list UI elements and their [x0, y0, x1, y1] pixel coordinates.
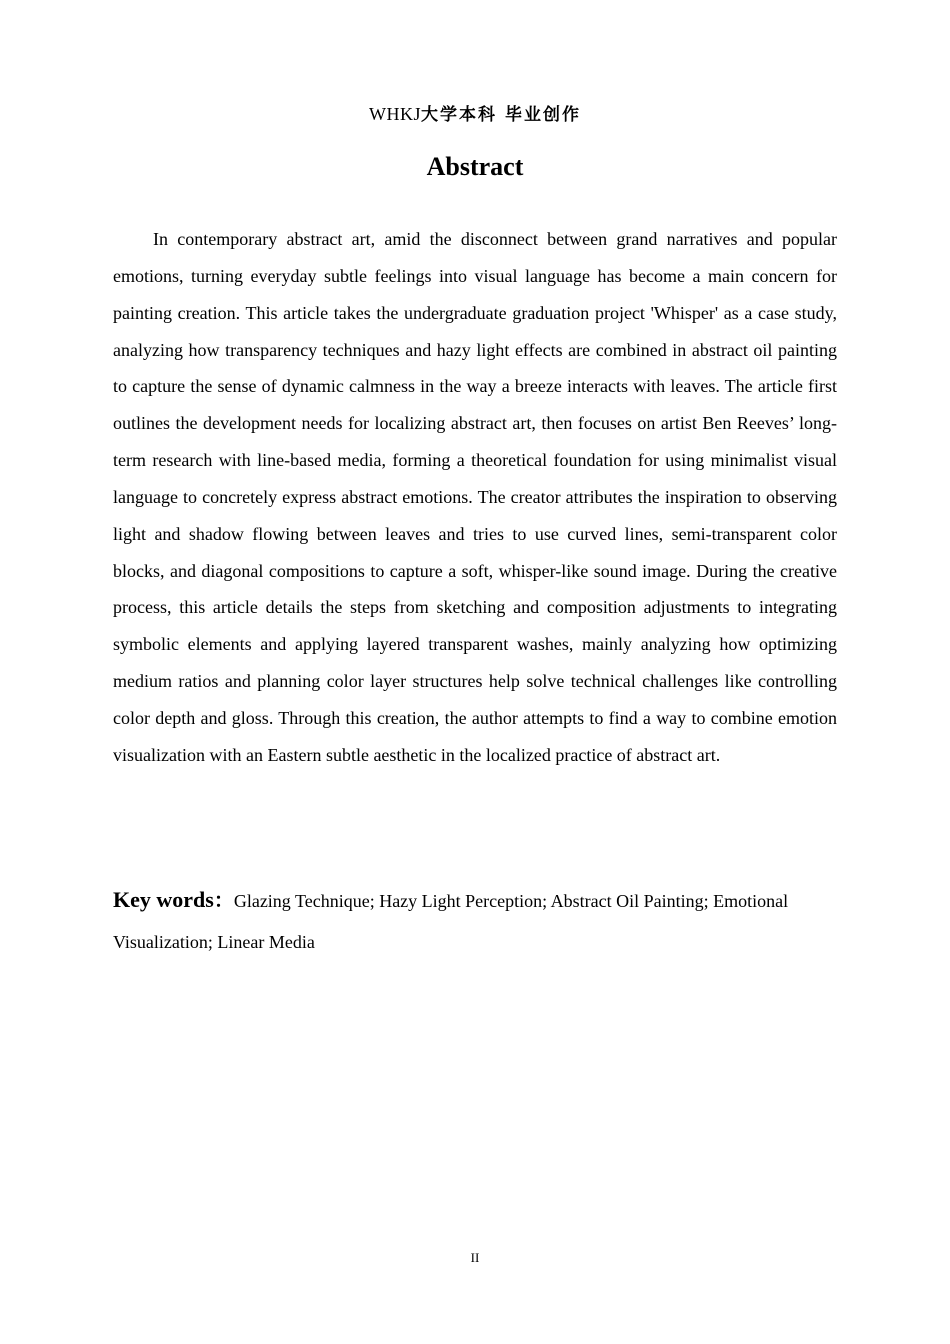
page-number: II [470, 1250, 480, 1265]
running-header-chinese: 大学本科 毕业创作 [421, 105, 581, 125]
keywords-text: Glazing Technique; Hazy Light Perception; Abstract Oil Painting; Emotional Visualization; Linear Media [113, 891, 789, 952]
keywords-colon: ： [213, 888, 234, 912]
running-header [0, 101, 950, 128]
keywords-label: Key words [113, 887, 214, 912]
running-header-latin: WHKJ [369, 104, 422, 124]
abstract-body: In contemporary abstract art, amid the disconnect between grand narratives and popular emotions, turning everyday subtle feelings into visual language has become a main concern for painting creation. This article takes the undergraduate graduation project 'Whisper' as a case study, analyzing how transparency techniques and hazy light effects are combined in abstract oil painting to capture the sense of dynamic calmness in the way a breeze interacts with leaves. The article first outlines the development needs for localizing abstract art, then focuses on artist Ben Reeves’ long-term research with line-based media, forming a theoretical foundation for using minimalist visual language to concretely express abstract emotions. The creator attributes the inspiration to observing light and shadow flowing between leaves and tries to use curved lines, semi-transparent color blocks, and diagonal compositions to capture a soft, whisper-like sound image. During the creative process, this article details the steps from sketching and composition adjustments to integrating symbolic elements and applying layered transparent washes, mainly analyzing how optimizing medium ratios and planning color layer structures help solve technical challenges like controlling color depth and gloss. Through this creation, the author attempts to find a way to combine emotion visualization with an Eastern subtle aesthetic in the localized practice of abstract art. [113, 229, 837, 765]
keywords-paragraph [113, 879, 837, 963]
abstract-title: Abstract [426, 152, 524, 181]
